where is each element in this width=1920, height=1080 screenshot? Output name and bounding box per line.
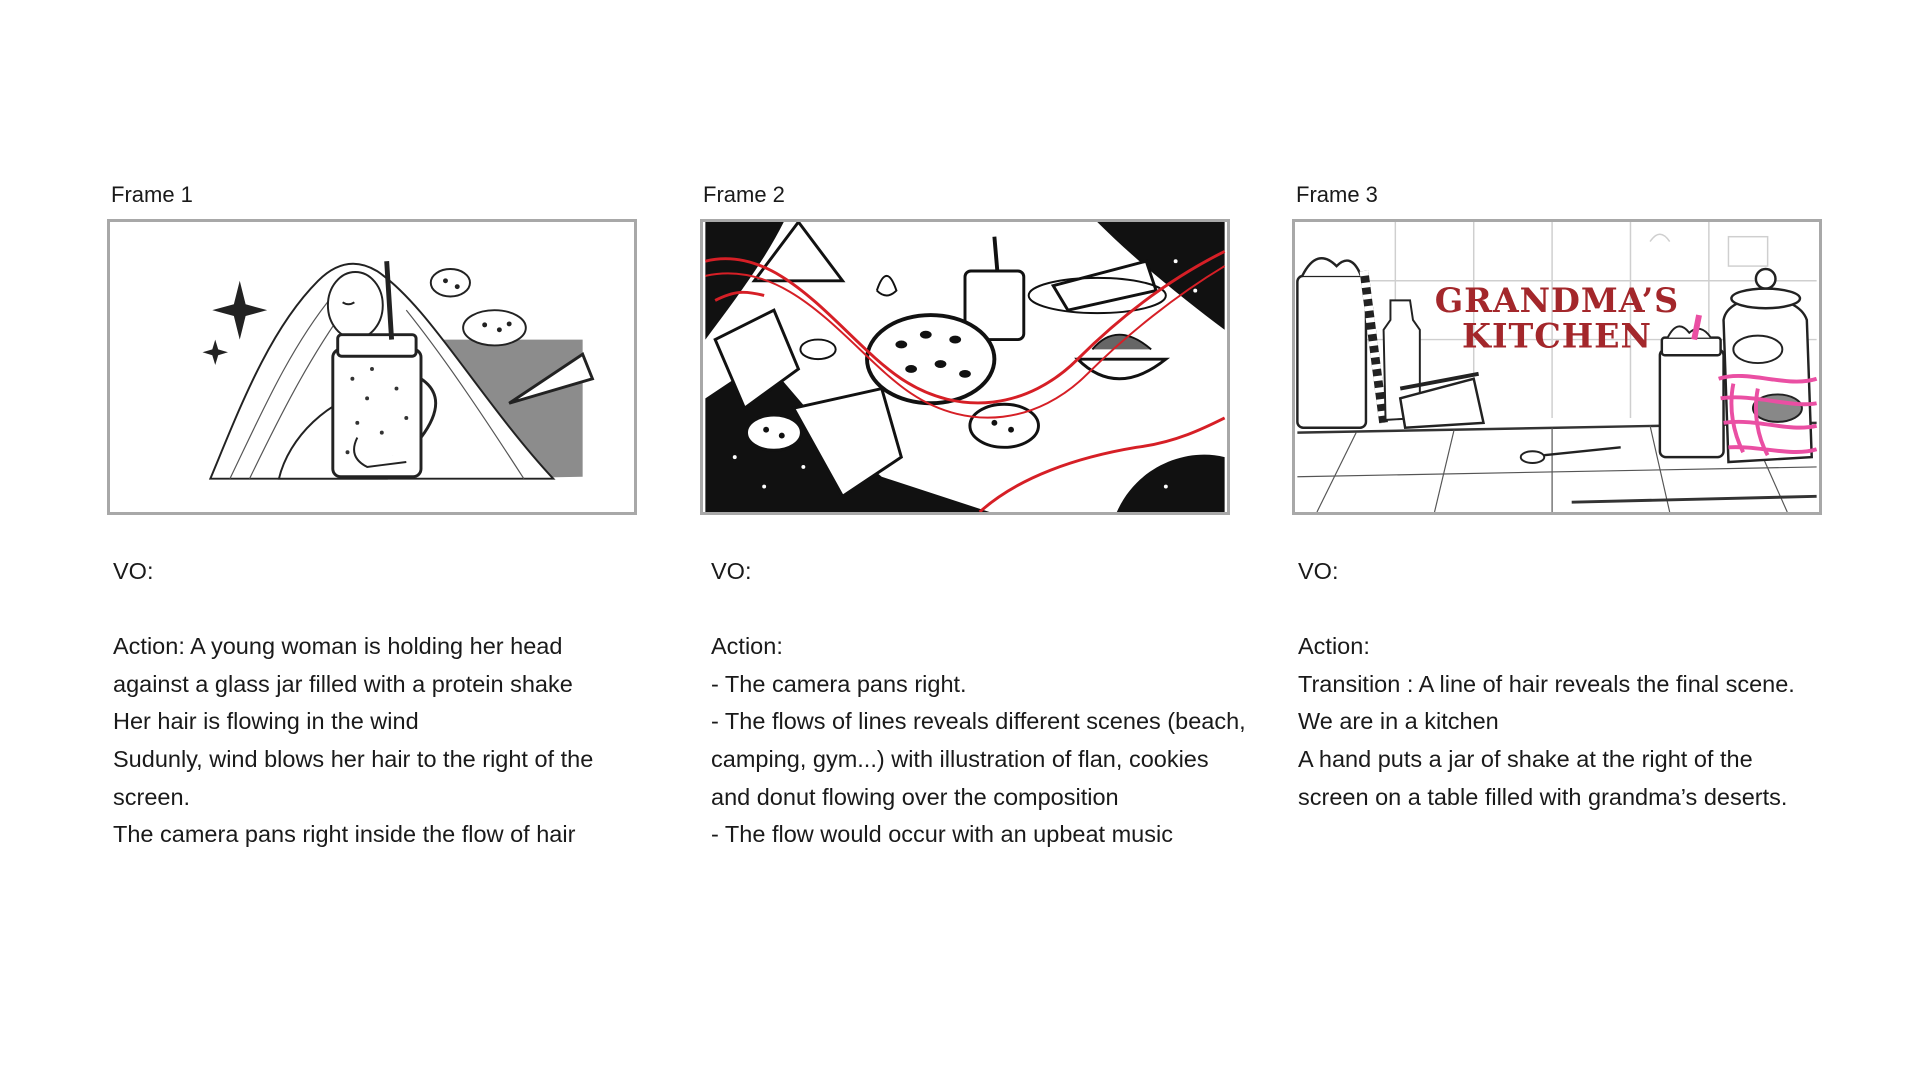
frame-3-panel (1292, 219, 1822, 515)
frame-2-action-line: - The flow would occur with an upbeat music (711, 821, 1173, 848)
frame-2-vo: VO: (711, 558, 752, 584)
spoon (1521, 451, 1545, 463)
frame-1-notes (113, 553, 653, 854)
frame-2-action-line: and donut flowing over the composition (711, 783, 1119, 810)
frame-1-action-line: Her hair is flowing in the wind (113, 708, 419, 735)
frame-2-action-line: Action: (711, 633, 783, 660)
campfire (877, 276, 897, 296)
bowl (1078, 359, 1166, 379)
frame-1-action-line: Sudunly, wind blows her hair to the right of the (113, 745, 594, 772)
frame-1-sketch (110, 222, 634, 512)
frame-1-action-line: against a glass jar filled with a protein shake (113, 670, 573, 697)
frame-2-action-line: - The flows of lines reveals different scenes (beach, (711, 708, 1246, 735)
frame-2-panel (700, 219, 1230, 515)
frame-3-sketch (1295, 222, 1819, 512)
frame-3-label: Frame 3 (1296, 182, 1378, 207)
frame-1-action-line: screen. (113, 783, 191, 810)
left-jar (1297, 276, 1366, 428)
frame-1-action-line: Action: A young woman is holding her head (113, 633, 563, 660)
frame-3-action-line: Transition : A line of hair reveals the final scene. (1298, 670, 1795, 697)
face (328, 272, 383, 339)
cookie (431, 269, 470, 296)
frame-3-notes (1298, 553, 1838, 816)
sign-title-line1: GRANDMA’S (1434, 281, 1680, 321)
frame-3-action-line: A hand puts a jar of shake at the right of the (1298, 745, 1753, 772)
frame-2-sketch (703, 222, 1227, 512)
cookie (463, 310, 526, 345)
sparkle-icon (212, 281, 267, 340)
frame-3-action-line: screen on a table filled with grandma’s deserts. (1298, 783, 1788, 810)
frame-3-action-line: We are in a kitchen (1298, 708, 1499, 735)
frame-1-panel (107, 219, 637, 515)
frame-2-action-line: - The camera pans right. (711, 670, 967, 697)
frame-3-vo: VO: (1298, 558, 1339, 584)
frame-1-label: Frame 1 (111, 182, 193, 207)
frame-3-action-line: Action: (1298, 633, 1370, 660)
frame-1-vo: VO: (113, 558, 154, 584)
big-cookie (867, 315, 994, 403)
frame-2-label: Frame 2 (703, 182, 785, 207)
sign-title-line2: KITCHEN (1462, 316, 1652, 356)
frame-2-notes (711, 553, 1251, 854)
frame-1-action-line: The camera pans right inside the flow of hair (113, 821, 576, 848)
cookie (747, 415, 802, 450)
frame-2-action-line: camping, gym...) with illustration of flan, cookies (711, 745, 1209, 772)
shake-jar (1660, 349, 1724, 457)
